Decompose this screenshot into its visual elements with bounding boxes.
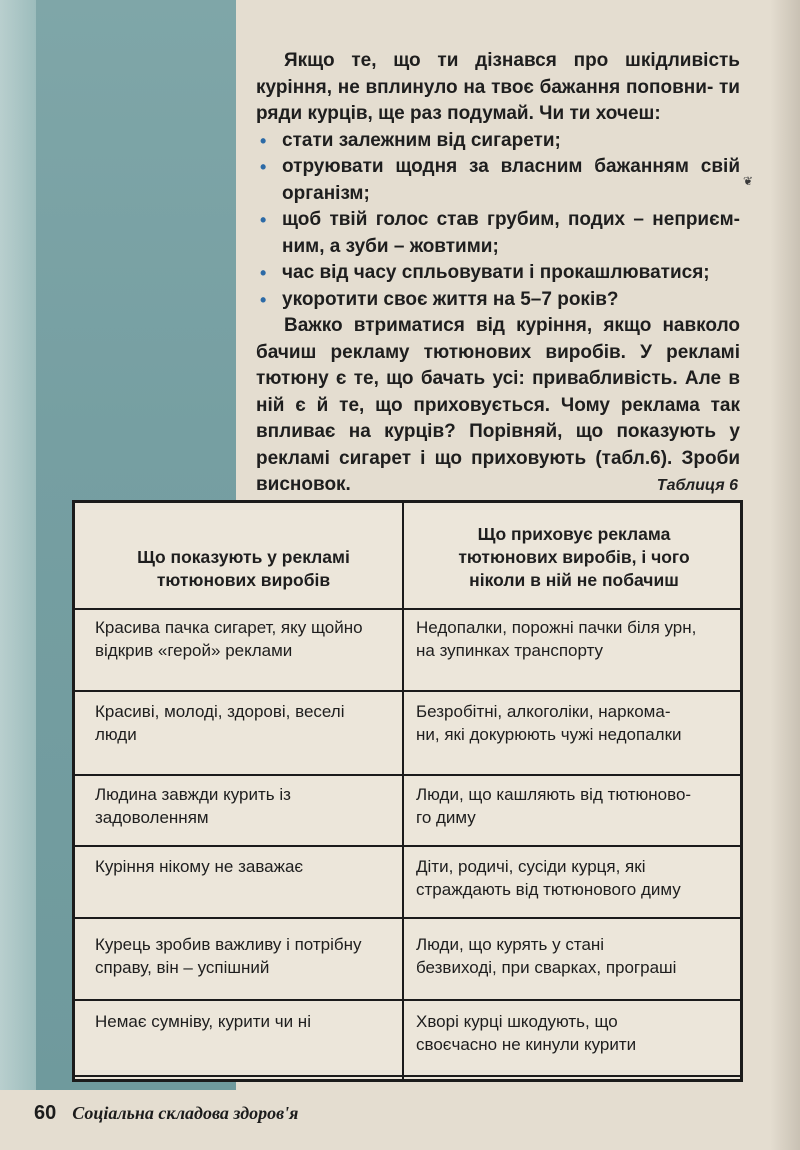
bullet-item	[256, 154, 740, 207]
page-footer	[34, 1102, 298, 1125]
cell-hidden: Діти, родичі, сусіди курця, які страждають від тютюнового диму	[416, 857, 681, 899]
table-row	[75, 1010, 740, 1056]
table-row	[75, 700, 740, 746]
bullet-dot-icon: •	[260, 210, 267, 230]
bullet-item	[256, 287, 740, 314]
table-header-row	[75, 523, 740, 592]
p2-line: тютюну є те, що бачать усі: привабливість. Але в	[256, 368, 740, 389]
main-text	[256, 48, 740, 499]
header-cell-shown: Що показують у рекламі тютюнових виробів	[137, 547, 350, 590]
p1-line: ти ряди курців, ще раз подумай. Чи ти хочеш:	[256, 76, 740, 124]
table-row	[75, 933, 740, 979]
margin-mark: ❦	[743, 174, 754, 188]
p2-line: висновок.	[256, 474, 351, 495]
row-divider	[75, 774, 740, 776]
p1-line: Якщо те, що ти дізнався про шкідливість	[284, 50, 740, 71]
row-divider	[75, 999, 740, 1001]
cell-shown: Красива пачка сигарет, яку щойно відкрив «герой» реклами	[95, 618, 363, 660]
bullet-dot-icon: •	[260, 289, 267, 310]
paragraph-2	[256, 313, 740, 499]
p2-line: Важко втриматися від куріння, якщо навколо	[284, 315, 740, 336]
row-divider	[75, 690, 740, 692]
cell-hidden: Хворі курці шкодують, що своєчасно не кинули курити	[416, 1012, 637, 1054]
bullet-text: щоб твій голос став грубим, подих – неприєм-	[282, 209, 740, 230]
bullet-dot-icon: •	[260, 130, 267, 151]
section-title: Соціальна складова здоров'я	[72, 1103, 299, 1123]
header-cell-hidden: Що приховує реклама тютюнових виробів, і чого ніколи в ній не побачиш	[458, 524, 690, 590]
cell-hidden: Люди, що курять у стані безвиході, при сварках, програші	[416, 935, 677, 977]
cell-shown: Немає сумніву, курити чи ні	[95, 1012, 311, 1031]
row-divider	[75, 608, 740, 610]
page-number: 60	[34, 1102, 57, 1124]
cell-shown: Людина завжди курить із задоволенням	[95, 785, 291, 827]
p2-line: впливає на курців? Порівняй, що показують у	[256, 421, 740, 442]
row-divider	[75, 917, 740, 919]
bullet-text: отруювати щодня за власним бажанням свій	[282, 156, 740, 177]
table-row	[75, 855, 740, 901]
paragraph-1	[256, 48, 740, 128]
bullet-item	[256, 128, 740, 155]
row-divider	[75, 845, 740, 847]
bullet-text: стати залежним від сигарети;	[282, 129, 561, 151]
page-edge-shadow	[770, 0, 800, 1150]
side-band-highlight	[0, 0, 36, 1090]
bullet-dot-icon: •	[260, 263, 267, 283]
cell-shown: Куріння нікому не заважає	[95, 857, 304, 876]
table-row	[75, 783, 740, 829]
p1-line: куріння, не вплинуло на твоє бажання поповни-	[256, 76, 714, 98]
bullet-item	[256, 260, 740, 287]
bullet-dot-icon: •	[260, 157, 267, 177]
p2-line: рекламі сигарет і що приховують (табл.6). Зроби	[256, 447, 740, 469]
p2-line: ній є й те, що приховується. Чому реклама так	[256, 394, 740, 416]
bullet-text: організм;	[282, 182, 370, 204]
p2-line: бачиш рекламу тютюнових виробів. У рекламі	[256, 341, 740, 363]
cell-hidden: Недопалки, порожні пачки біля урн, на зупинках транспорту	[416, 618, 697, 660]
bullet-text: укоротити своє життя на 5–7 років?	[282, 288, 619, 310]
cell-hidden: Безробітні, алкоголіки, наркома- ни, які докурюють чужі недопалки	[416, 702, 682, 744]
row-divider	[75, 1075, 740, 1077]
cell-shown: Курець зробив важливу і потрібну справу, він – успішний	[95, 935, 362, 977]
table-row	[75, 616, 740, 662]
table-caption: Таблиця 6	[656, 477, 738, 494]
comparison-table	[72, 500, 743, 1082]
bullet-item	[256, 207, 740, 260]
cell-hidden: Люди, що кашляють від тютюново- го диму	[416, 785, 692, 827]
cell-shown: Красиві, молоді, здорові, веселі люди	[95, 702, 345, 744]
bullet-text: час від часу спльовувати і прокашлюватися;	[282, 262, 710, 283]
bullet-text: ним, а зуби – жовтими;	[282, 235, 499, 257]
bullet-list	[256, 128, 740, 314]
